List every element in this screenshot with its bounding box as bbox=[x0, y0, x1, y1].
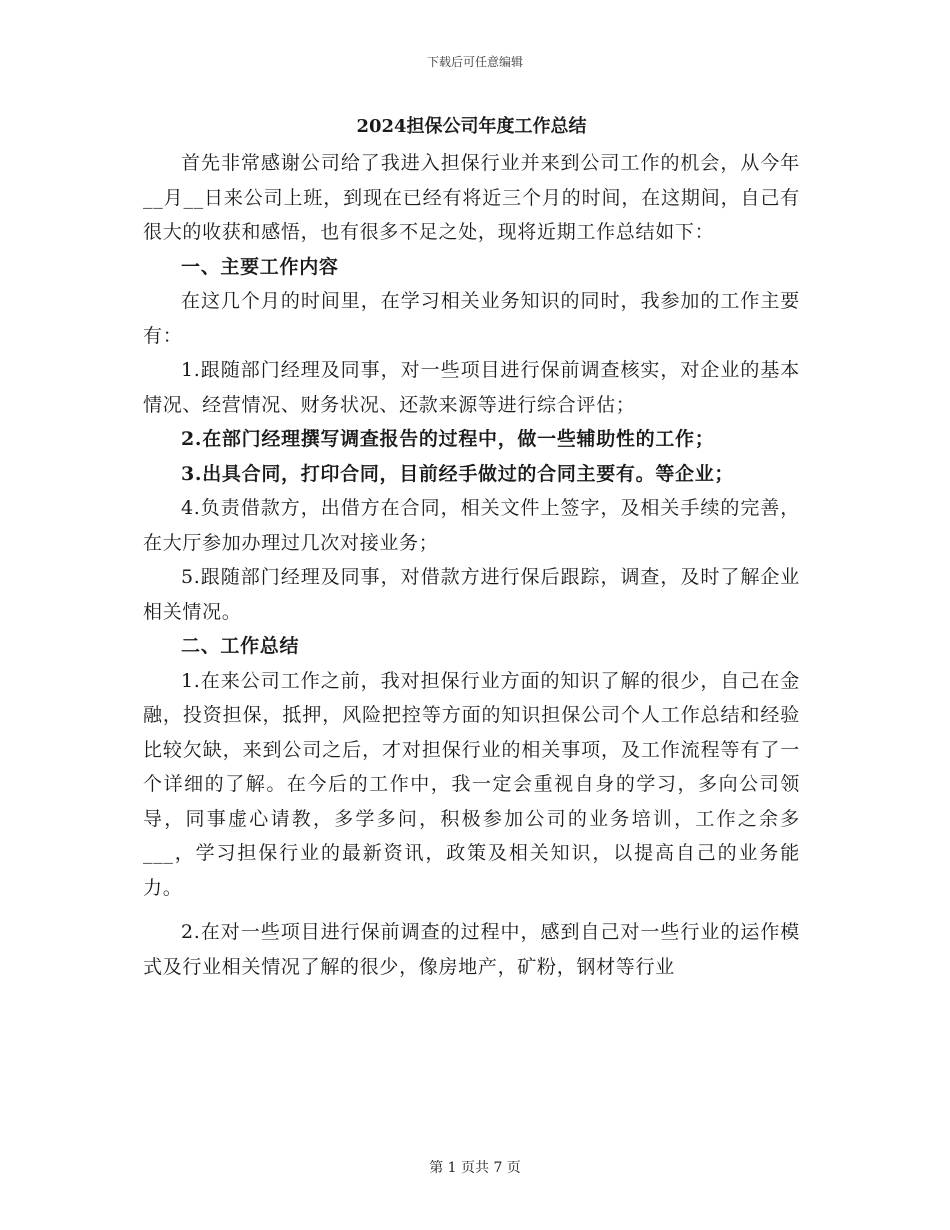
section-1-lead: 在这几个月的时间里，在学习相关业务知识的同时，我参加的工作主要有： bbox=[143, 290, 800, 347]
section-2-item-1: 1.在来公司工作之前，我对担保行业方面的知识了解的很少，自己在金融，投资担保，抵押，风险把控等方面的知识担保公司个人工作总结和经验比较欠缺，来到公司之后，才对担保行业的相关事项，及工作流程等有了一个详细的了解。在今后的工作中，我一定会重视自身的学习，多向公司领导，同事虚心请教，多学多问，积极参加公司的业务培训，工作之余多___，学习担保行业的最新资讯，政策及相关知识，以提高自己的业务能力。 bbox=[143, 669, 800, 899]
document-body bbox=[143, 112, 800, 984]
section-1-item-5: 5.跟随部门经理及同事，对借款方进行保后跟踪，调查，及时了解企业相关情况。 bbox=[143, 566, 800, 623]
intro-paragraph: 首先非常感谢公司给了我进入担保行业并来到公司工作的机会，从今年__月__日来公司上班，到现在已经有将近三个月的时间，在这期间，自己有很大的收获和感悟，也有很多不足之处，现将近期工作总结如下： bbox=[143, 152, 800, 243]
section-1-item-4: 4.负责借款方，出借方在合同，相关文件上签字，及相关手续的完善，在大厅参加办理过几次对接业务； bbox=[143, 497, 800, 554]
section-1-heading: 一、主要工作内容 bbox=[181, 255, 339, 278]
document-title: 2024担保公司年度工作总结 bbox=[356, 116, 587, 137]
section-1-item-1: 1.跟随部门经理及同事，对一些项目进行保前调查核实，对企业的基本情况、经营情况、财务状况、还款来源等进行综合评估； bbox=[143, 359, 800, 416]
section-1-item-3: 3.出具合同，打印合同，目前经手做过的合同主要有。等企业； bbox=[181, 462, 735, 485]
page-header-note: 下载后可任意编辑 bbox=[426, 55, 523, 69]
section-2-heading: 二、工作总结 bbox=[181, 635, 300, 657]
page-number: 第 1 页共 7 页 bbox=[429, 1160, 521, 1176]
section-1-item-2: 2.在部门经理撰写调查报告的过程中，做一些辅助性的工作； bbox=[181, 428, 715, 450]
section-2-item-2: 2.在对一些项目进行保前调查的过程中，感到自己对一些行业的运作模式及行业相关情况了解的很少，像房地产，矿粉，钢材等行业 bbox=[143, 921, 800, 978]
